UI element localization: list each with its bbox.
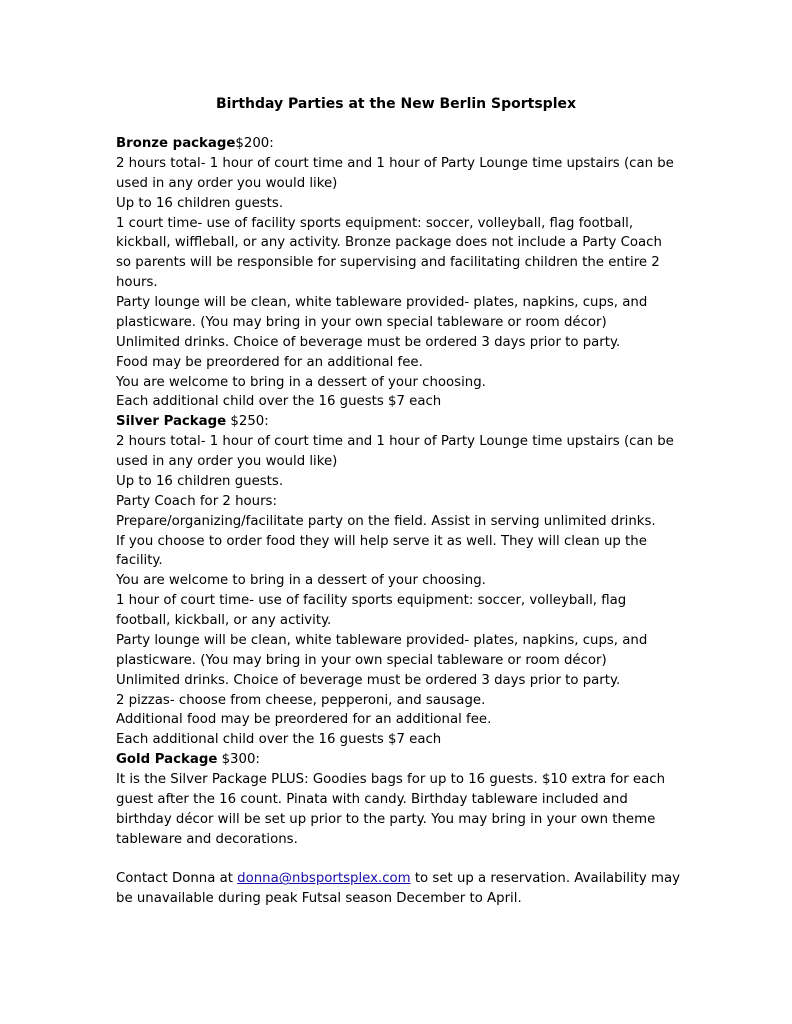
silver-heading [116,412,696,432]
text-line: 1 hour of court time- use of facility sports equipment: soccer, volleyball, flag [116,593,627,609]
text-line: Additional food may be preordered for an additional fee. [116,712,492,728]
text-line: kickball, wiffleball, or any activity. Bronze package does not include a Party Coach [116,235,662,251]
gold-heading [116,750,696,770]
text-line: Party lounge will be clean, white tableware provided- plates, napkins, cups, and [116,632,648,648]
text-line: birthday décor will be set up prior to the party. You may bring in your own theme [116,811,656,827]
text-line: You are welcome to bring in a dessert of your choosing. [116,573,486,589]
text-line: If you choose to order food they will help serve it as well. They will clean up the [116,533,647,549]
text-line: used in any order you would like) [116,454,338,469]
text-line: guest after the 16 count. Pinata with candy. Birthday tableware included and [116,791,628,807]
text-line: 2 pizzas- choose from cheese, pepperoni, and sausage. [116,692,486,708]
gold-label: Gold Package [116,752,218,768]
page-title: Birthday Parties at the New Berlin Sportsplex [215,96,577,112]
text-line: used in any order you would like) [116,175,338,191]
text-line: tableware and decorations. [116,831,298,847]
silver-label: Silver Package [116,414,227,430]
contact-suffix: to set up a reservation. Availability may [410,871,680,887]
text-line: Up to 16 children guests. [116,195,284,211]
gold-price: $300: [217,752,260,768]
text-line: plasticware. (You may bring in your own special tableware or room décor) [116,314,607,330]
text-line: Unlimited drinks. Choice of beverage must be ordered 3 days prior to party. [116,334,621,350]
text-line: It is the Silver Package PLUS: Goodies bags for up to 16 guests. $10 extra for each [116,772,665,787]
email-link[interactable]: donna@nbsportsplex.com [237,871,411,887]
spacer [116,850,696,870]
text-line: Each additional child over the 16 guests $7 each [116,394,442,410]
text-line: You are welcome to bring in a dessert of your choosing. [116,374,486,390]
contact-prefix: Contact Donna at [116,871,238,887]
text-line: so parents will be responsible for supervising and facilitating children the entire 2 [116,255,660,271]
silver-details [116,432,696,750]
text-line: 2 hours total- 1 hour of court time and 1 hour of Party Lounge time upstairs (can be [116,434,674,450]
text-line: Party Coach for 2 hours: [116,493,277,509]
text-line: Party lounge will be clean, white tableware provided- plates, napkins, cups, and [116,295,648,310]
bronze-label: Bronze package [116,136,236,151]
contact-line-2: be unavailable during peak Futsal season December to April. [116,891,522,907]
silver-price: $250: [226,414,269,430]
text-line: Prepare/organizing/facilitate party on the field. Assist in serving unlimited drinks. [116,513,656,529]
text-line: Up to 16 children guests. [116,473,284,489]
text-line: facility. [116,553,163,569]
text-line: hours. [116,275,158,291]
text-line: plasticware. (You may bring in your own special tableware or room décor) [116,652,607,668]
text-line: Food may be preordered for an additional fee. [116,354,423,370]
contact-line [116,869,696,889]
bronze-heading [116,134,696,154]
document-body [116,134,696,909]
text-line: football, kickball, or any activity. [116,613,332,628]
gold-details [116,770,696,850]
bronze-price: $200: [235,136,274,151]
text-line: Each additional child over the 16 guests $7 each [116,732,442,748]
text-line: 2 hours total- 1 hour of court time and 1 hour of Party Lounge time upstairs (can be [116,155,674,171]
text-line: Unlimited drinks. Choice of beverage must be ordered 3 days prior to party. [116,672,621,688]
text-line: 1 court time- use of facility sports equipment: soccer, volleyball, flag football, [116,215,634,231]
bronze-details [116,154,696,412]
